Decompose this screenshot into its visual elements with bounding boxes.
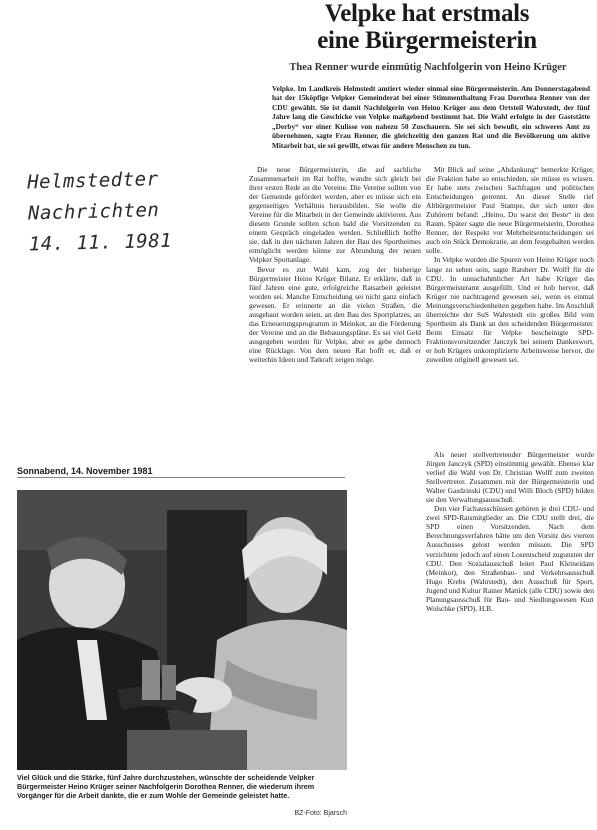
photo-illustration (17, 490, 347, 770)
headline-line-2: eine Bürgermeisterin (317, 27, 537, 54)
handwritten-line-1: Helmstedter (26, 168, 159, 194)
article-headline (262, 0, 592, 54)
newspaper-dateline: Sonnabend, 14. November 1981 (17, 466, 345, 478)
handwritten-source-note (27, 163, 219, 261)
article-column-3 (426, 450, 594, 613)
article-lead: Velpke. Im Landkreis Helmstedt amtiert wieder einmal eine Bürgermeisterin. Am Donnerstagabend hat der 15köpfige Velpker Gemeinderat bei einer Stimmenthaltung Frau Dorothea Renner von der CDU gewählt. Sie ist damit Nachfolgerin von Heino Krüger aus dem Ortsteil Wahrstedt, der fünf Jahre lang die Geschicke von Velpke maßgebend bestimmt hat. Die Wahl erfolgte in der Gaststätte „Derby“ vor einer Kulisse von nahezu 50 Zuschauern. Sie sei sich bewußt, ein schweres Amt zu übernehmen, sagte Frau Renner, die gleichzeitig den ganzen Rat und die Bevölkerung um aktive Mitarbeit bat, sie sei gewillt, etwas für andere Menschen zu tun. (272, 84, 590, 150)
paragraph: Mit Blick auf seine „Abdankung“ bemerkte Krüger, die Fraktion habe so entschieden, sie müsse es wissen. Er habe stets zwischen Sachfragen und politischen Entscheidungen getrennt. An dieser Stelle rief Altbürgermeister Paul Stampe, der sich unter den Zuhörern befand: „Heino, Du warst der Beste“ in den Raum. Später sagte die neue Bürgermeisterin, Dorothea Renner, der Respekt vor Mehrheitsentscheidungen sei auch ein Stück Demokratie, an dem festgehalten werden solle. (426, 165, 594, 256)
article-column-1 (249, 165, 421, 364)
paragraph: Die neue Bürgermeisterin, die auf sachliche Zusammenarbeit im Rat hoffte, wandte sich gleich bei ihrer ersten Rede an die Vereine. Die Vereine sollten von der Gemeinde gefördert werden, aber es müsse sich ein gegenseitiges Verhältnis herausbilden. Sie wolle die Vereine für die Mitarbeit in der Gemeinde aktivieren. Aus diesem Grunde sollten schon bald die Vorsitzenden zu einem Gespräch eingeladen werden. Schließlich hoffte sie, daß in den nächsten Jahren der Bau des Sportheimes ermöglicht werden könne zur Abrundung der neuen Velpker Sportanlage. (249, 165, 421, 265)
news-photo (17, 490, 347, 770)
photo-caption: Viel Glück und die Stärke, fünf Jahre durchzustehen, wünschte der scheidende Velpker Bürgermeister Heino Krüger seiner Nachfolgerin Dorothea Renner, die wiederum ihrem Vorgänger für die Arbeit dankte, die er zum Wohle der Gemeinde geleistet hatte. (17, 773, 315, 801)
paragraph: Als neuer stellvertretender Bürgermeister wurde Jürgen Janczyk (SPD) einstimmig gewählt. Ebenso klar verlief die Wahl von Dr. Christian Wolff zum zweiten Stellvertreter. Zusammen mit der Bürgermeisterin und Walter Gasdzinski (CDU) und Willi Bloch (SPD) bilden sie den Verwaltungsausschuß. (426, 450, 594, 505)
paragraph: Bevor es zur Wahl kam, zog der bisherige Bürgermeister Heino Krüger Bilanz. Er erklärte, daß in fünf Jahren eine gute, erfolgreiche Ratsarbeit geleistet worden sei. Manche Entscheidung sei nicht ganz einfach gewesen. Er erinnerte an die vielen Straßen, die ausgebaut worden seien, an den Bau des Sportplatzes, an das Erneuerungsprogramm in Meinkot, an die Förderung der Vereine und an die Bebauungspläne. Es sei viel Geld ausgegeben worden für Velpke, aber es gebe dennoch eine Rücklage. Von dem neuen Rat hofft er, daß er weiterhin Ideen und Tatkraft zeigen möge. (249, 264, 421, 364)
paragraph: In Velpke wurden die Spuren von Heino Krüger noch lange zu sehen sein, sagte Ratsherr Dr. Wolff für die CDU. In unnachahmlicher Art habe Krüger das Bürgermeisteramt ausgefüllt. Und er hob hervor, daß Krüger nie nachtragend gewesen sei, wenn es einmal Meinungsverschiedenheiten gegeben habe. Im Anschluß überreichte der SuS Wahrstedt ein großes Bild vom Sportheim als Dank an den scheidenden Bürgermeister. Beim Einsatz für Velpke bescheinigte SPD-Fraktionsvorsitzender Janczyk bei seinem Dankeswort, er hob Krügers unkomplizierte Arbeitsweise hervor, die zuweilen originell gewesen sei. (426, 255, 594, 364)
article-subheadline: Thea Renner wurde einmütig Nachfolgerin von Heino Krüger (289, 62, 567, 73)
handwritten-line-2: Nachrichten (27, 199, 160, 225)
paragraph: Den vier Fachausschüssen gehören je drei CDU- und zwei SPD-Ratsmitglieder an. Die CDU stellt drei, die SPD einen Vorsitzenden. Nach dem Berechnungsverfahren hätte um den Vorsitz des vierten Ausschusses gelost werden müssen. Die SPD verzichtete jedoch auf einen Losentscheid zugunsten der CDU. Den Sozialausschuß leitet Paul Kleineidam (Meinkot), den Straßenbau- und Verkehrsausschuß Hugo Krebs (Wahrstedt), den Ausschuß für Sport, Jugend und Kultur Rainer Mattick (alle CDU) sowie den Planungsausschuß für Bau- und Siedlungswesen Kurt Wolschke (SPD). H.B. (426, 504, 594, 613)
headline-line-1: Velpke hat erstmals (324, 0, 530, 27)
handwritten-line-3: 14. 11. 1981 (28, 229, 173, 256)
photo-credit: BZ-Foto: Bjarsch (294, 810, 347, 817)
article-column-2 (426, 165, 594, 364)
